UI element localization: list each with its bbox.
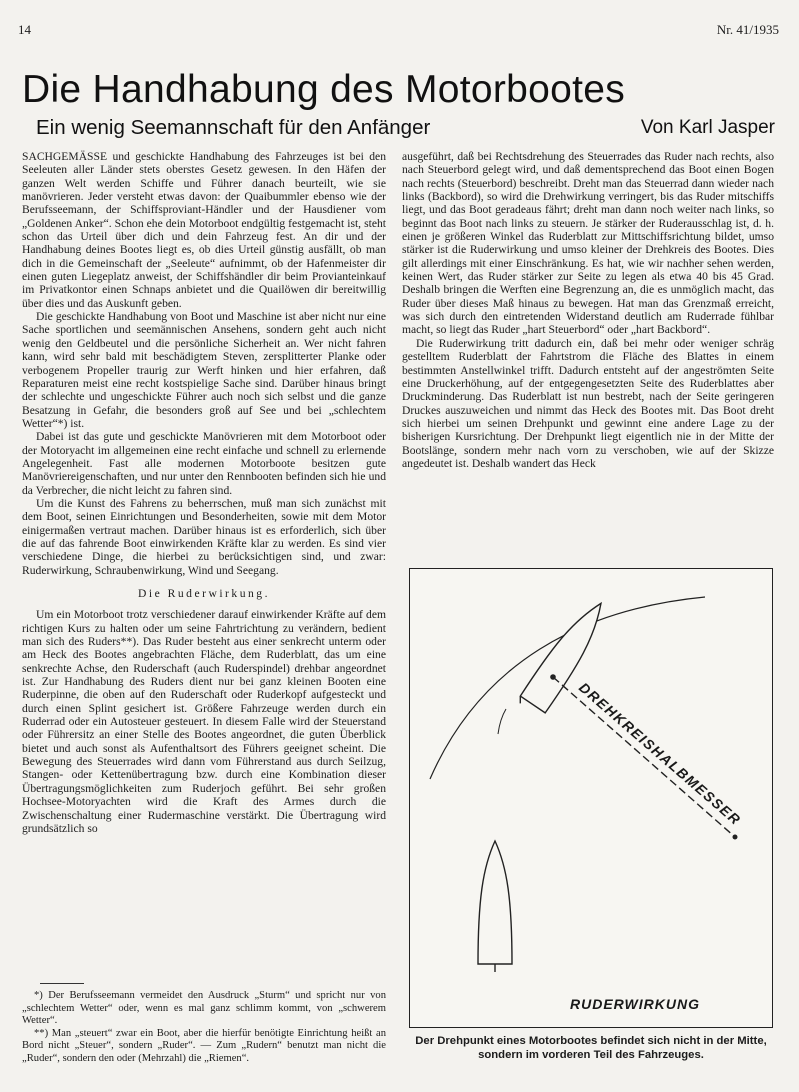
body-paragraph-4: Um die Kunst des Fahrens zu beherrschen, muß man sich zunächst mit dem Boot, seinen Einrichtungen und Besonderheiten, sowie mit dem Motor einigermaßen vertraut machen. Darüber hinaus ist es erforderlich, sich über die auf das fahrende Boot einwirkenden Kräfte klar zu werden. Es sind vier verschiedene Dinge, die hierbei zu berücksichtigen sind, und zwar: Ruderwirkung, Schraubenwirkung, Wind und Seegang.	[22, 496, 386, 577]
issue-number: Nr. 41/1935	[716, 22, 779, 37]
straight-boat-hull	[478, 841, 512, 964]
circle-center-marker	[733, 835, 738, 840]
rudder-sketch-figure	[409, 568, 773, 1028]
rudder-sketch	[410, 569, 772, 1027]
footnote-2: **) Man „steuert“ zwar ein Boot, aber die hierfür benötigte Einrichtung heißt an Bord nicht „Steuer“, sondern „Ruder“. — Zum „Rudern“ benutzt man nicht die „Ruder“, sondern den oder (Mehrzahl) die „Riemen“.	[22, 1027, 386, 1064]
body-paragraph-2: Die geschickte Handhabung von Boot und Maschine ist aber nicht nur eine Sache sportlichen und seemännischen Ansehens, sondern geht auch nicht wenig den Geldbeutel und die persönliche Sicherheit an. Wer nicht fahren kann, wird sehr bald mit beschädigtem Steven, zersplitterter Planke oder verbogenem Propeller traurig zur Werft hinken und hier erfahren, daß Reparaturen meist eine recht kostspielige Sache sind. Darüber hinaus bringt der schlechte und ungeschickte Führer auch noch sich selbst und die ganze Besatzung in Gefahr, die besonders groß auf See und bei „schlechtem Wetter“*) ist.	[22, 310, 386, 430]
body-paragraph-5: Um ein Motorboot trotz verschiedener darauf einwirkender Kräfte auf dem richtigen Kurs zu halten oder um seine Fahrtrichtung zu verändern, bedient man sich des Ruders**). Das Ruder besteht aus einer senkrecht unterm oder am Heck des Bootes angebrachten Fläche, dem Ruderblatt, das um eine senkrechte Achse, den Ruderschaft (auch Ruderspindel) drehbar angeordnet ist. Zur Handhabung des Ruders dient nur bei ganz kleinen Booten eine Ruderpinne, die oben auf den Ruderschaft oder Ruderkopf aufgesteckt und durch einen Splint gesichert ist. Größere Fahrzeuge werden durch ein Ruderrad oder ein Autosteuer gesteuert. In diesem Falle wird der Steuerstand oder Führersitz an einer Stelle des Bootes angeordnet, die guten Überblick bietet und auch sonst als Aufenthaltsort des Führers geeignet scheint. Die Bewegung des Steuerrades wird dann vom Führerstand aus durch Seilzug, Stangen- oder Kettenübertragung bzw. durch eine Kombination dieser Übertragungsmöglichkeiten zum Ruderjoch geführt. Bei sehr großen Hochsee-Motoryachten wird die Kraft des Armes durch die Zwischenschaltung einer Rudermaschine verstärkt. Die Übertragung wird grundsätzlich so	[22, 608, 386, 835]
footnotes	[22, 983, 386, 1066]
arc-tick	[498, 709, 506, 734]
section-heading: Die Ruderwirkung.	[137, 587, 270, 600]
footnote-rule	[40, 983, 84, 984]
radius-line	[553, 677, 735, 837]
body-paragraph-1: SACHGEMÄSSE und geschickte Handhabung des Fahrzeuges ist bei den Seeleuten aller Länder stets oberstes Gesetz gewesen. In den Häfen der ganzen Welt werden Schiffe und Führer danach beurteilt, wie sie manövrieren. Jeder versteht etwas davon: der Quaibummler ebenso wie der Berufsseemann, der Schiffsproviant-Händler und der Hausdiener vom „Goldenen Anker“. Schon ehe dein Motorboot endgültig festgemacht ist, steht schon das Urteil über dich und dein Fahrzeug fest. An dir und der Handhabung deines Bootes liegt es, ob dies Urteil günstig ausfällt, ob man dich in die Gemeinschaft der „Seeleute“ aufnimmt, ob der Hafenmeister dir einen guten Liegeplatz anweist, der Schiffshändler dir beim Provianteinkauf im Privatkontor einen Schnaps anbietet und die Quailöwen dir bereitwillig über dies und das Auskunft geben.	[22, 150, 386, 310]
radius-label: DREHKREISHALBMESSER	[576, 679, 745, 829]
footnote-1: *) Der Berufsseemann vermeidet den Ausdruck „Sturm“ und spricht nur von „schlechtem Wetter“ oder, wenn es mal ganz schlimm kommt, von „schwerem Wetter“.	[22, 990, 386, 1027]
figure-caption: Der Drehpunkt eines Motorbootes befindet sich nicht in der Mitte, sondern im vorderen Teil des Fahrzeuges.	[415, 1035, 767, 1061]
article-title: Die Handhabung des Motorbootes	[22, 68, 626, 111]
right-column	[402, 150, 774, 470]
body-paragraph-7: Die Ruderwirkung tritt dadurch ein, daß bei mehr oder weniger schräg gestelltem Ruderblatt der Fahrtstrom die Fläche des Blattes in einem bestimmten Anstellwinkel trifft. Dadurch entsteht auf der angeströmten Seite eine Druckerhöhung, auf der entgegengesetzten Seite des Ruderblattes aber Druckminderung. Das Ruderblatt ist nun bestrebt, nach der Seite geringeren Druckes auszuweichen und nimmt das Heck des Bootes mit. Das Boot dreht sich hierbei um seinen Drehpunkt und gewinnt eine andere Lage zu der bisherigen Kursrichtung. Der Drehpunkt liegt eigentlich nie in der Mitte der Bootslänge, sondern mehr nach vorn zu verschoben, wie auf der Skizze angedeutet ist. Deshalb wandert das Heck	[402, 336, 774, 470]
straight-boat	[478, 841, 512, 972]
article-subtitle: Ein wenig Seemannschaft für den Anfänger	[36, 116, 431, 139]
sketch-title: RUDERWIRKUNG	[570, 996, 700, 1012]
left-column	[22, 150, 386, 835]
author-byline: Von Karl Jasper	[640, 117, 775, 138]
body-paragraph-6: ausgeführt, daß bei Rechtsdrehung des Steuerrades das Ruder nach rechts, also nach Steuerbord gelegt wird, und daß dementsprechend das Boot einen Bogen nach rechts (Steuerbord) beschreibt. Dreht man das Steuerrad dann wieder nach links (Backbord), so wird die Drehwirkung verringert, bis das Ruder mitschiffs liegt, und das Boot geradeaus fährt; dreht man dann noch weiter nach links, so beginnt das Boot nach links zu steuern. Je stärker der Ruderausschlag ist, d. h. einen je größeren Winkel das Ruderblatt zur Mittschiffsrichtung bildet, umso stärker ist die Ruderwirkung und umso kleiner der Drehkreis des Bootes. Dies gilt allerdings mit einer Einschränkung. Es hat, wie wir nachher sehen werden, keinen Wert, das Ruder stärker zur Seite zu legen als etwa 40 bis 45 Grad. Deshalb bringen die Werften eine Begrenzung an, die es unmöglich macht, das Ruder über dieses Maß hinaus zu bewegen. Hat man das Grenzmaß erreicht, was sich durch den eintretenden Widerstand deutlich am Ruderrade fühlbar macht, so liegt das Ruder „hart Steuerbord“ oder „hart Backbord“.	[402, 150, 774, 337]
body-paragraph-3: Dabei ist das gute und geschickte Manövrieren mit dem Motorboot oder der Motoryacht im allgemeinen eine recht einfache und schnell zu erlernende Angelegenheit. Fast alle modernen Motorboote besitzen gute Manövriereigenschaften, und nur unter den Rennbooten befinden sich hie und da Verbrecher, die nicht leicht zu fahren sind.	[22, 430, 386, 497]
page-number: 14	[18, 22, 31, 37]
